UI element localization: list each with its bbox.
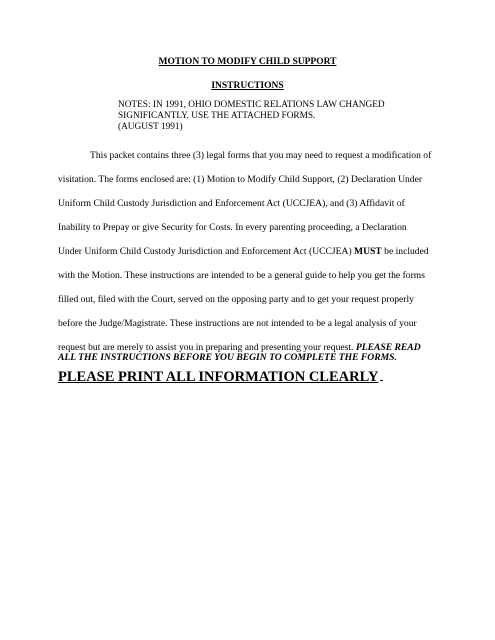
body-line-4: Inability to Prepay or give Security for Costs. In every parenting proceeding, a Declaration — [58, 222, 407, 233]
body-line-8: before the Judge/Magistrate. These instructions are not intended to be a legal analysis of your — [58, 318, 417, 329]
body-line-7: filled out, filed with the Court, served on the opposing party and to get your request properly — [58, 294, 414, 305]
notes-block — [118, 100, 438, 133]
trailing-mark — [380, 380, 383, 381]
please-read-emphasis: PLEASE READ — [355, 342, 421, 353]
instructions-heading: INSTRUCTIONS — [211, 81, 284, 91]
body-line-2: visitation. The forms enclosed are: (1) Motion to Modify Child Support, (2) Declaration Under — [58, 174, 423, 185]
body-line-5 — [58, 246, 429, 257]
print-clearly-text: PLEASE PRINT ALL INFORMATION CLEARLY — [58, 369, 379, 385]
body-line-6: with the Motion. These instructions are intended to be a general guide to help you get the forms — [58, 270, 425, 281]
body-line-5-text: Under Uniform Child Custody Jurisdiction and Enforcement Act (UCCJEA) — [58, 246, 355, 257]
document-title: MOTION TO MODIFY CHILD SUPPORT — [158, 57, 337, 67]
notes-line: NOTES: IN 1991, OHIO DOMESTIC RELATIONS LAW CHANGED — [118, 100, 385, 110]
print-clearly-notice — [58, 369, 383, 386]
body-line-3: Uniform Child Custody Jurisdiction and Enforcement Act (UCCJEA), and (3) Affidavit of — [58, 198, 405, 209]
notes-line: (AUGUST 1991) — [118, 122, 183, 132]
body-line-1: This packet contains three (3) legal forms that you may need to request a modification of — [90, 150, 432, 161]
body-line-5-end: be included — [381, 246, 429, 257]
notes-line: SIGNIFICANTLY. USE THE ATTACHED FORMS. — [118, 111, 316, 121]
body-line-9-text: request but are merely to assist you in preparing and presenting your request. — [58, 342, 356, 353]
must-emphasis: MUST — [354, 246, 382, 257]
body-line-10: ALL THE INSTRUCTIONS BEFORE YOU BEGIN TO COMPLETE THE FORMS. — [58, 352, 397, 363]
